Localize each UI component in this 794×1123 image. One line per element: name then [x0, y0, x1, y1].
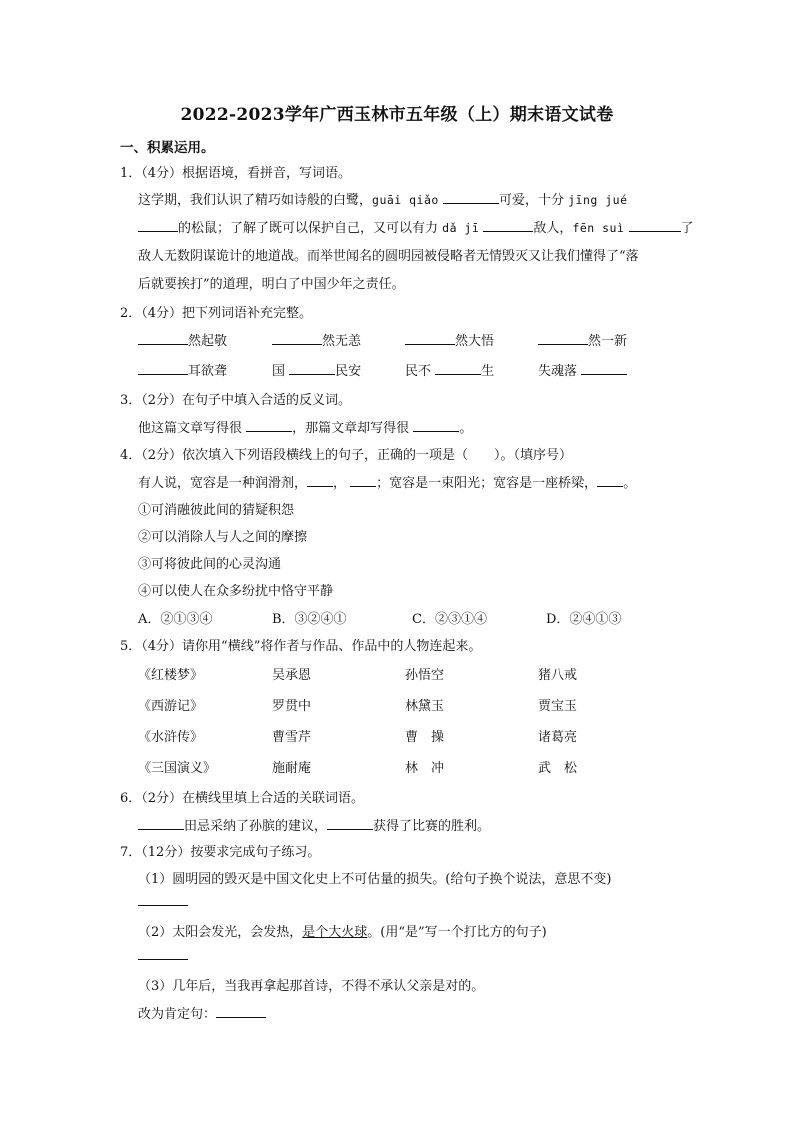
answer-blank[interactable] — [138, 947, 188, 960]
q4-passage: 有人说，宽容是一种润滑剂， ， ；宽容是一束阳光；宽容是一座桥梁， 。 — [138, 476, 637, 491]
q3-heading: 3．（2分）在句子中填入合适的反义词。 — [120, 393, 352, 408]
answer-blank[interactable] — [405, 332, 455, 345]
q5-character: 武 松 — [538, 761, 578, 776]
q4-heading: 4．（2分）依次填入下列语段横线上的句子，正确的一项是（ ）。（填序号） — [120, 448, 573, 463]
q2-item: 然起敬 — [138, 330, 227, 349]
answer-blank[interactable] — [138, 219, 178, 232]
answer-blank[interactable] — [435, 362, 481, 375]
q3-sentence: 他这篇文章写得很 ，那篇文章却写得很 。 — [138, 421, 473, 436]
q4-item: ④可以使人在众多纷扰中恪守平静 — [138, 584, 334, 599]
q2-item: 国 民安 — [272, 364, 362, 379]
q4-item: ②可以消除人与人之间的摩擦 — [138, 530, 308, 545]
q1-line-3: 敌人无数阴谋诡计的地道战。而举世闻名的圆明园被侵略者无情毁灭又让我们懂得了“落 — [138, 249, 639, 264]
pinyin-fensui: fēn suì — [572, 221, 625, 235]
answer-blank[interactable] — [138, 362, 188, 375]
q2-item: 然一新 — [538, 330, 627, 349]
q5-character: 猪八戒 — [538, 668, 578, 683]
section-heading: 一、积累运用。 — [120, 140, 215, 156]
answer-blank[interactable] — [289, 362, 335, 375]
q2-item: 耳欲聋 — [138, 360, 227, 379]
q5-author: 吴承恩 — [272, 668, 312, 683]
q5-author: 曹雪芹 — [272, 730, 312, 745]
underlined-phrase: 是个大火球 — [302, 925, 368, 940]
q2-item: 然无恙 — [272, 330, 361, 349]
q2-heading: 2．（4分）把下列词语补充完整。 — [120, 306, 313, 321]
answer-blank[interactable] — [350, 474, 376, 487]
q1-line-1: 这学期，我们认识了精巧如诗般的白鹭，guāi qiǎo 可爱，十分 jīng jué — [138, 193, 628, 208]
q7-answer-1 — [138, 893, 188, 910]
q2-item: 失魂落 — [538, 360, 627, 379]
q1-line-4: 后就要挨打”的道理，明白了中国少年之责任。 — [138, 277, 405, 292]
q6-sentence: 田忌采纳了孙膑的建议， 获得了比赛的胜利。 — [138, 815, 490, 834]
q7-sub-1: （1）圆明园的毁灭是中国文化史上不可估量的损失。(给句子换个说法，意思不变) — [138, 872, 612, 887]
q5-character: 贾宝玉 — [538, 699, 578, 714]
answer-blank[interactable] — [597, 474, 623, 487]
pinyin-jingjue: jīng jué — [568, 193, 628, 207]
q4-option-c[interactable]: C．②③①④ — [412, 612, 487, 627]
pinyin-daji: dǎ jī — [442, 221, 480, 235]
q7-sub-3: （3）几年后，当我再拿起那首诗，不得不承认父亲是对的。 — [138, 979, 485, 994]
q7-heading: 7．（12分）按要求完成句子练习。 — [120, 845, 321, 860]
answer-blank[interactable] — [538, 332, 588, 345]
q6-heading: 6．（2分）在横线里填上合适的关联词语。 — [120, 791, 365, 806]
answer-blank[interactable] — [581, 362, 627, 375]
q4-item: ③可将彼此间的心灵沟通 — [138, 557, 282, 572]
answer-blank[interactable] — [629, 219, 681, 232]
q4-option-d[interactable]: D．②④①③ — [546, 612, 622, 627]
answer-blank[interactable] — [272, 332, 322, 345]
q4-option-b[interactable]: B．③②④① — [272, 612, 347, 627]
q5-character: 曹 操 — [405, 730, 445, 745]
q5-character: 孙悟空 — [405, 668, 445, 683]
q7-sub-2: （2）太阳会发光，会发热，是个大火球。(用“是”写一个打比方的句子) — [138, 925, 547, 940]
q7-answer-2 — [138, 947, 188, 964]
q5-book: 《西游记》 — [138, 699, 204, 714]
q5-author: 罗贯中 — [272, 699, 312, 714]
page-title: 2022-2023学年广西玉林市五年级（上）期末语文试卷 — [180, 105, 614, 125]
answer-blank[interactable] — [138, 332, 188, 345]
q5-heading: 5．（4分）请你用“横线”将作者与作品、作品中的人物连起来。 — [120, 639, 482, 654]
answer-blank[interactable] — [246, 419, 292, 432]
q5-book: 《红楼梦》 — [138, 668, 204, 683]
answer-blank[interactable] — [216, 1005, 266, 1018]
q1-line-2: 的松鼠；了解了既可以保护自己，又可以有力 dǎ jī 敌人，fēn suì 了 — [138, 217, 694, 236]
q5-character: 诸葛亮 — [538, 730, 578, 745]
q5-author: 施耐庵 — [272, 761, 312, 776]
q4-item: ①可消融彼此间的猜疑积怨 — [138, 503, 295, 518]
q5-book: 《三国演义》 — [138, 761, 217, 776]
q5-character: 林 冲 — [405, 761, 445, 776]
q7-answer-3: 改为肯定句： — [138, 1003, 266, 1022]
q2-item: 然大悟 — [405, 330, 494, 349]
answer-blank[interactable] — [483, 219, 533, 232]
answer-blank[interactable] — [307, 474, 333, 487]
q4-option-a[interactable]: A．②①③④ — [138, 612, 213, 627]
answer-blank[interactable] — [138, 893, 188, 906]
answer-blank[interactable] — [327, 817, 373, 830]
q1-heading: 1．（4分）根据语境，看拼音，写词语。 — [120, 166, 352, 181]
answer-blank[interactable] — [138, 817, 184, 830]
q5-character: 林黛玉 — [405, 699, 445, 714]
answer-blank[interactable] — [413, 419, 459, 432]
answer-blank[interactable] — [443, 191, 499, 204]
pinyin-guaiqiao: guāi qiǎo — [372, 193, 439, 207]
q5-book: 《水浒传》 — [138, 730, 204, 745]
q2-item: 民不 生 — [405, 364, 495, 379]
